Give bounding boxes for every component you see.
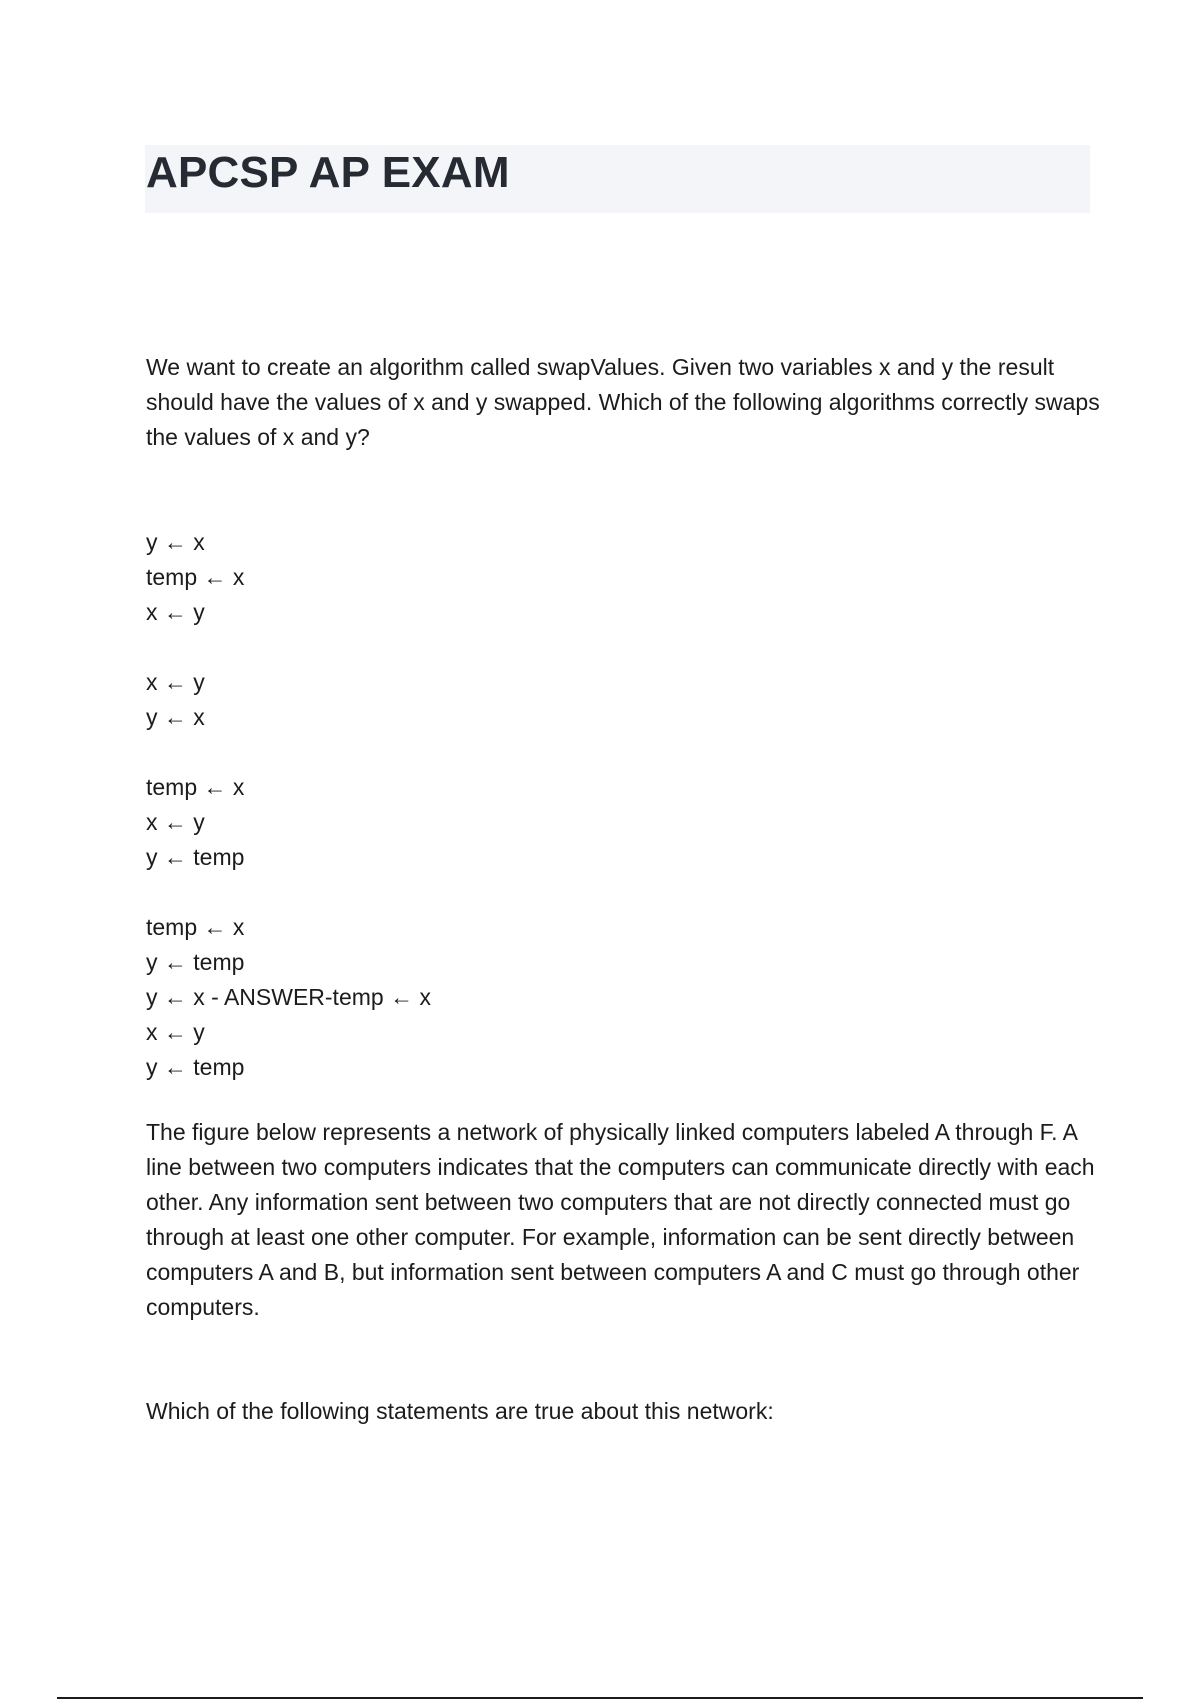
answer-option [146, 665, 431, 735]
code-line: x ← y [146, 599, 205, 625]
code-line: y ← temp [146, 949, 245, 975]
code-line: x ← y [146, 1019, 205, 1045]
footer-divider [57, 1697, 1143, 1699]
code-line: y ← temp [146, 1054, 245, 1080]
code-line: y ← x [146, 704, 205, 730]
code-line: y ← temp [146, 844, 245, 870]
question-network: Which of the following statements are true about this network: [146, 1398, 774, 1424]
code-line: y ← x [146, 529, 205, 555]
code-line: temp ← x [146, 914, 245, 940]
network-description: The figure below represents a network of physically linked computers labeled A through F. A line between two computers indicates that the computers can communicate directly with each other. Any information sent between two computers that are not directly connected must go through at least one other computer. For example, information can be sent directly between computers A and B, but information sent between computers A and C must go through other computers. [146, 1119, 1095, 1320]
code-line: x ← y [146, 809, 205, 835]
answer-option [146, 910, 431, 1085]
code-line: y ← x - ANSWER-temp ← x [146, 984, 431, 1010]
question-swap-values: We want to create an algorithm called swapValues. Given two variables x and y the result should have the values of x and y swapped. Which of the following algorithms correctly swaps the values of x and y? [146, 354, 1100, 450]
page-title: APCSP AP EXAM [146, 148, 510, 197]
code-line: temp ← x [146, 564, 245, 590]
code-line: temp ← x [146, 774, 245, 800]
answer-option [146, 770, 431, 875]
answer-options [146, 525, 431, 1085]
code-line: x ← y [146, 669, 205, 695]
answer-option [146, 525, 431, 630]
